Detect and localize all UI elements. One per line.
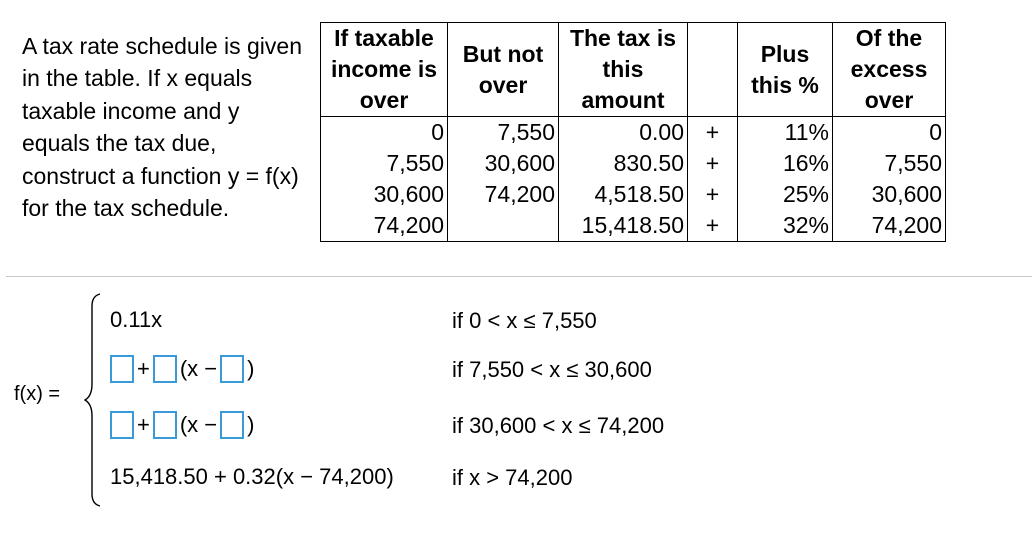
cell-tax-amount: 4,518.50 <box>559 179 688 210</box>
close-paren: ) <box>247 412 255 437</box>
piece-2-expression <box>110 352 257 386</box>
piece-3-rate-input[interactable] <box>153 411 177 439</box>
cell-over: 30,600 <box>321 179 448 210</box>
header-but-not-over: But not over <box>448 23 559 117</box>
piece-4-expression <box>110 460 394 494</box>
piece-3-excess-input[interactable] <box>220 411 244 439</box>
open-paren-x-minus: (x − <box>179 412 218 437</box>
cell-plus: + <box>688 117 738 149</box>
plus-sign: + <box>137 412 150 437</box>
header-taxable-income: If taxable income is over <box>321 23 448 117</box>
cell-tax-amount: 0.00 <box>559 117 688 149</box>
piece-2-base-tax-input[interactable] <box>110 355 134 383</box>
piece-3-base-tax-input[interactable] <box>110 411 134 439</box>
cell-plus: + <box>688 148 738 179</box>
cell-not-over: 74,200 <box>448 179 559 210</box>
cell-over: 7,550 <box>321 148 448 179</box>
piece-2-excess-input[interactable] <box>220 355 244 383</box>
header-excess-over: Of the excess over <box>833 23 946 117</box>
piece-1-expression <box>110 303 162 337</box>
cell-not-over: 7,550 <box>448 117 559 149</box>
section-divider <box>6 276 1032 277</box>
cell-not-over: 30,600 <box>448 148 559 179</box>
cell-excess-over: 74,200 <box>833 210 946 242</box>
cell-excess-over: 0 <box>833 117 946 149</box>
open-paren-x-minus: (x − <box>179 356 218 381</box>
piece-3-expression <box>110 408 257 442</box>
cell-excess-over: 7,550 <box>833 148 946 179</box>
piece-1-condition: if 0 < x ≤ 7,550 <box>452 308 597 333</box>
piece-3-condition: if 30,600 < x ≤ 74,200 <box>452 413 665 438</box>
tax-rate-table <box>320 22 946 242</box>
close-paren: ) <box>247 356 255 381</box>
header-tax-amount: The tax is this amount <box>559 23 688 117</box>
cell-plus: + <box>688 210 738 242</box>
piece-1-formula: 0.11x <box>110 307 163 332</box>
piece-2-rate-input[interactable] <box>153 355 177 383</box>
cell-percent: 16% <box>738 148 833 179</box>
header-plus-sign <box>688 23 738 117</box>
table-row <box>321 117 946 149</box>
header-plus-percent: Plus this % <box>738 23 833 117</box>
function-label: f(x) = <box>14 383 61 405</box>
problem-statement: A tax rate schedule is given in the table. If x equals taxable income and y equals the tax due, construct a function y = f(x) for the tax schedule. <box>22 33 302 222</box>
piece-4-formula: 15,418.50 + 0.32(x − 74,200) <box>110 464 394 489</box>
cell-plus: + <box>688 179 738 210</box>
cell-tax-amount: 15,418.50 <box>559 210 688 242</box>
cell-over: 0 <box>321 117 448 149</box>
table-row <box>321 210 946 242</box>
cell-excess-over: 30,600 <box>833 179 946 210</box>
left-brace-icon <box>84 292 106 508</box>
table-row <box>321 179 946 210</box>
plus-sign: + <box>137 356 150 381</box>
table-row <box>321 148 946 179</box>
cell-percent: 11% <box>738 117 833 149</box>
cell-tax-amount: 830.50 <box>559 148 688 179</box>
piece-4-condition: if x > 74,200 <box>452 465 573 490</box>
cell-percent: 32% <box>738 210 833 242</box>
cell-not-over <box>448 210 559 242</box>
cell-percent: 25% <box>738 179 833 210</box>
piece-2-condition: if 7,550 < x ≤ 30,600 <box>452 357 652 382</box>
cell-over: 74,200 <box>321 210 448 242</box>
